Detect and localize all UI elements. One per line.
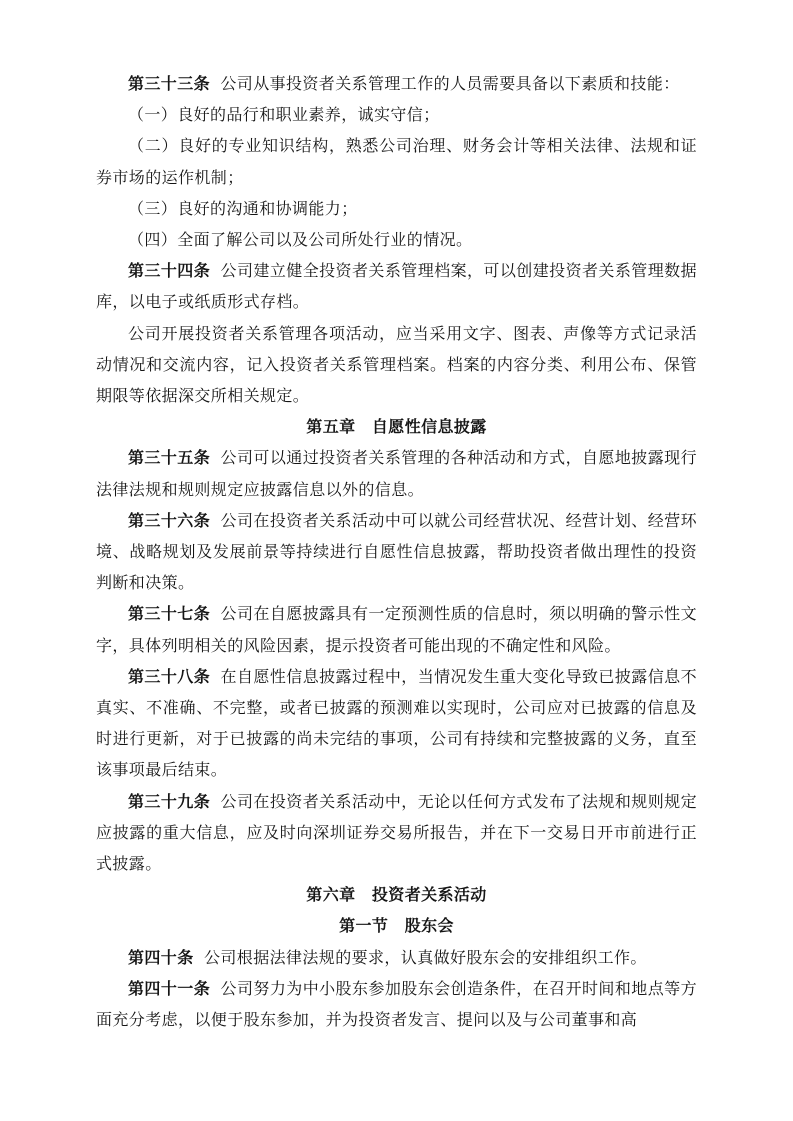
article-37-number: 第三十七条 bbox=[128, 606, 211, 624]
article-36-text: 公司在投资者关系活动中可以就公司经营状况、经营计划、经营环境、战略规划及发展前景等持续进行自愿性信息披露，帮助投资者做出理性的投资判断和决策。 bbox=[96, 512, 697, 593]
list-item-2: （二）良好的专业知识结构，熟悉公司治理、财务会计等相关法律、法规和证券市场的运作机制； bbox=[96, 138, 697, 187]
document-content bbox=[96, 69, 697, 1036]
article-34-paragraph-2: 公司开展投资者关系管理各项活动，应当采用文字、图表、声像等方式记录活动情况和交流内容，记入投资者关系管理档案。档案的内容分类、利用公布、保管期限等依据深交所相关规定。 bbox=[96, 325, 697, 406]
article-39-paragraph bbox=[96, 787, 697, 881]
article-41-text: 公司努力为中小股东参加股东会创造条件，在召开时间和地点等方面充分考虑，以便于股东参加，并为投资者发言、提问以及与公司董事和高 bbox=[96, 980, 697, 1030]
section-1-heading: 第一节 股东会 bbox=[339, 918, 454, 936]
article-38-text: 在自愿性信息披露过程中，当情况发生重大变化导致已披露信息不真实、不准确、不完整，或者已披露的预测难以实现时，公司应对已披露的信息及时进行更新，对于已披露的尚未完结的事项，公司有持续和完整披露的义务，直至该事项最后结束。 bbox=[96, 668, 697, 780]
article-33-text: 公司从事投资者关系管理工作的人员需要具备以下素质和技能： bbox=[220, 76, 680, 93]
list-item-4: （四）全面了解公司以及公司所处行业的情况。 bbox=[128, 232, 473, 250]
article-35-number: 第三十五条 bbox=[128, 450, 211, 468]
article-35-paragraph bbox=[96, 443, 697, 505]
article-34-number: 第三十四条 bbox=[128, 263, 211, 281]
article-35-text: 公司可以通过投资者关系管理的各种活动和方式，自愿地披露现行法律法规和规则规定应披露信息以外的信息。 bbox=[96, 450, 697, 499]
article-39-number: 第三十九条 bbox=[128, 793, 211, 811]
article-37-text: 公司在自愿披露具有一定预测性质的信息时，须以明确的警示性文字，具体列明相关的风险因素，提示投资者可能出现的不确定性和风险。 bbox=[96, 606, 697, 655]
article-37-paragraph bbox=[96, 599, 697, 661]
article-38-number: 第三十八条 bbox=[128, 668, 211, 686]
article-41-number: 第四十一条 bbox=[128, 980, 211, 998]
article-36-number: 第三十六条 bbox=[128, 512, 211, 530]
article-33-number: 第三十三条 bbox=[128, 76, 211, 93]
article-40-text: 公司根据法律法规的要求，认真做好股东会的安排组织工作。 bbox=[204, 949, 647, 967]
article-33-paragraph bbox=[96, 69, 697, 100]
chapter-5-heading: 第五章 自愿性信息披露 bbox=[306, 419, 487, 437]
article-41-paragraph bbox=[96, 974, 697, 1036]
article-38-paragraph bbox=[96, 662, 697, 787]
chapter-6-heading: 第六章 投资者关系活动 bbox=[306, 887, 487, 905]
list-item-1: （一）良好的品行和职业素养，诚实守信； bbox=[128, 107, 440, 125]
article-34-paragraph bbox=[96, 256, 697, 318]
list-item-3: （三）良好的沟通和协调能力； bbox=[128, 200, 358, 218]
article-39-text: 公司在投资者关系活动中，无论以任何方式发布了法规和规则规定应披露的重大信息，应及时向深圳证券交易所报告，并在下一交易日开市前进行正式披露。 bbox=[96, 793, 697, 874]
article-40-paragraph bbox=[96, 943, 697, 974]
article-36-paragraph bbox=[96, 506, 697, 600]
article-34-text: 公司建立健全投资者关系管理档案，可以创建投资者关系管理数据库，以电子或纸质形式存档。 bbox=[96, 263, 697, 312]
article-40-number: 第四十条 bbox=[128, 949, 194, 967]
